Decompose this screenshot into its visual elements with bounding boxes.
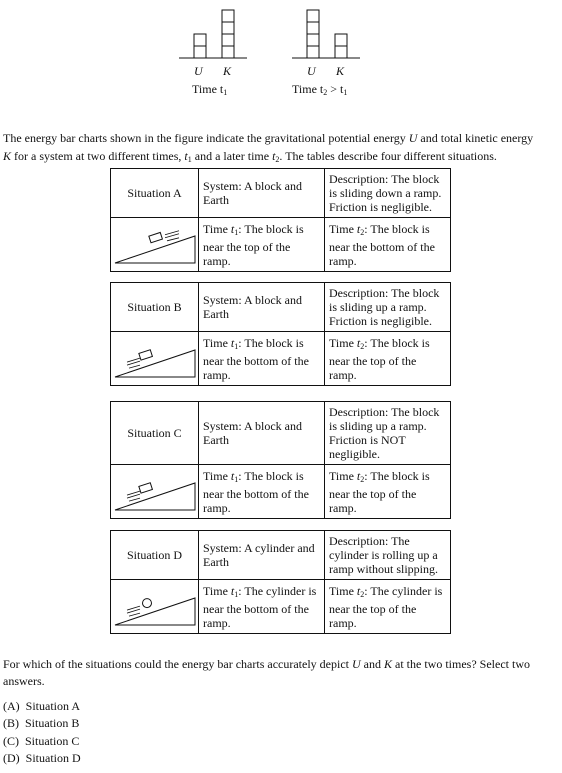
situation-time1: Time $t_1$: The block is near the bottom of the ramp. <box>199 465 325 519</box>
u-energy-block <box>307 34 319 46</box>
k-energy-block <box>222 10 234 22</box>
situation-system: System: A block and Earth <box>199 283 325 332</box>
situation-name: Situation C <box>111 402 199 465</box>
ramp-diagram <box>111 465 198 518</box>
chart-t1-label-u: U <box>194 64 203 78</box>
situation-ramp-cell <box>111 332 199 386</box>
ramp-diagram <box>111 332 198 385</box>
k-energy-block <box>222 22 234 34</box>
u-energy-block <box>307 10 319 22</box>
situation-description: Description: The block is sliding up a ramp. Friction is negligible. <box>325 283 451 332</box>
chart-t2-label-u: U <box>307 64 316 78</box>
chart-t2-label-k: K <box>336 64 345 78</box>
motion-lines-icon <box>165 231 179 241</box>
option-a[interactable]: (A) Situation A <box>3 699 81 713</box>
situation-description: Description: The block is sliding down a ramp. Friction is negligible. <box>325 169 451 218</box>
u-energy-block <box>307 46 319 58</box>
situation-table <box>110 401 451 519</box>
situation-table <box>110 530 451 634</box>
situation-table <box>110 168 451 272</box>
ramp-icon <box>115 598 195 625</box>
k-energy-block <box>335 46 347 58</box>
situation-time2: Time $t_2$: The block is near the top of the ramp. <box>325 332 451 386</box>
k-energy-block <box>222 34 234 46</box>
option-b[interactable]: (B) Situation B <box>3 716 80 730</box>
situation-name: Situation B <box>111 283 199 332</box>
motion-lines-icon <box>127 606 140 616</box>
situation-time2: Time $t_2$: The cylinder is near the top of the ramp. <box>325 580 451 634</box>
block-icon <box>139 350 153 360</box>
situation-ramp-cell <box>111 465 199 519</box>
option-c[interactable]: (C) Situation C <box>3 734 80 748</box>
situation-table <box>110 282 451 386</box>
cylinder-icon <box>143 599 152 608</box>
situation-time1: Time $t_1$: The cylinder is near the bottom of the ramp. <box>199 580 325 634</box>
k-energy-block <box>335 34 347 46</box>
u-energy-block <box>194 46 206 58</box>
ramp-diagram <box>111 580 198 633</box>
situation-system: System: A block and Earth <box>199 169 325 218</box>
ramp-icon <box>115 483 195 510</box>
ramp-diagram <box>111 218 198 271</box>
situation-name: Situation D <box>111 531 199 580</box>
option-d[interactable]: (D) Situation D <box>3 751 81 765</box>
intro-paragraph: The energy bar charts shown in the figure indicate the gravitational potential energy U and total kinetic energy K for a system at two different times, $t_1$ and a later time $t_2$. The tables describe four different situations. <box>3 131 534 164</box>
situation-system: System: A cylinder and Earth <box>199 531 325 580</box>
energy-bar-charts <box>0 0 562 100</box>
u-energy-block <box>194 34 206 46</box>
k-energy-block <box>222 46 234 58</box>
situation-description: Description: The block is sliding up a ramp. Friction is NOT negligible. <box>325 402 451 465</box>
u-energy-block <box>307 22 319 34</box>
situation-time2: Time $t_2$: The block is near the top of the ramp. <box>325 465 451 519</box>
situation-description: Description: The cylinder is rolling up a ramp without slipping. <box>325 531 451 580</box>
situation-time2: Time $t_2$: The block is near the bottom of the ramp. <box>325 218 451 272</box>
situation-system: System: A block and Earth <box>199 402 325 465</box>
bar-chart-t2 <box>292 10 360 58</box>
question-text: For which of the situations could the energy bar charts accurately depict U and K at the two times? Select two answers. <box>3 657 530 688</box>
block-icon <box>149 232 163 242</box>
bar-chart-t1 <box>179 10 247 58</box>
ramp-icon <box>115 350 195 377</box>
situation-name: Situation A <box>111 169 199 218</box>
chart-t2-time-label: Time $t_2 > t_1$ <box>292 82 348 97</box>
situation-time1: Time $t_1$: The block is near the bottom of the ramp. <box>199 332 325 386</box>
situation-time1: Time $t_1$: The block is near the top of the ramp. <box>199 218 325 272</box>
chart-t1-label-k: K <box>223 64 232 78</box>
situation-ramp-cell <box>111 218 199 272</box>
block-icon <box>139 483 153 493</box>
chart-t1-time-label: Time $t_1$ <box>192 82 228 97</box>
motion-lines-icon <box>127 358 140 368</box>
motion-lines-icon <box>127 491 140 501</box>
situation-ramp-cell <box>111 580 199 634</box>
